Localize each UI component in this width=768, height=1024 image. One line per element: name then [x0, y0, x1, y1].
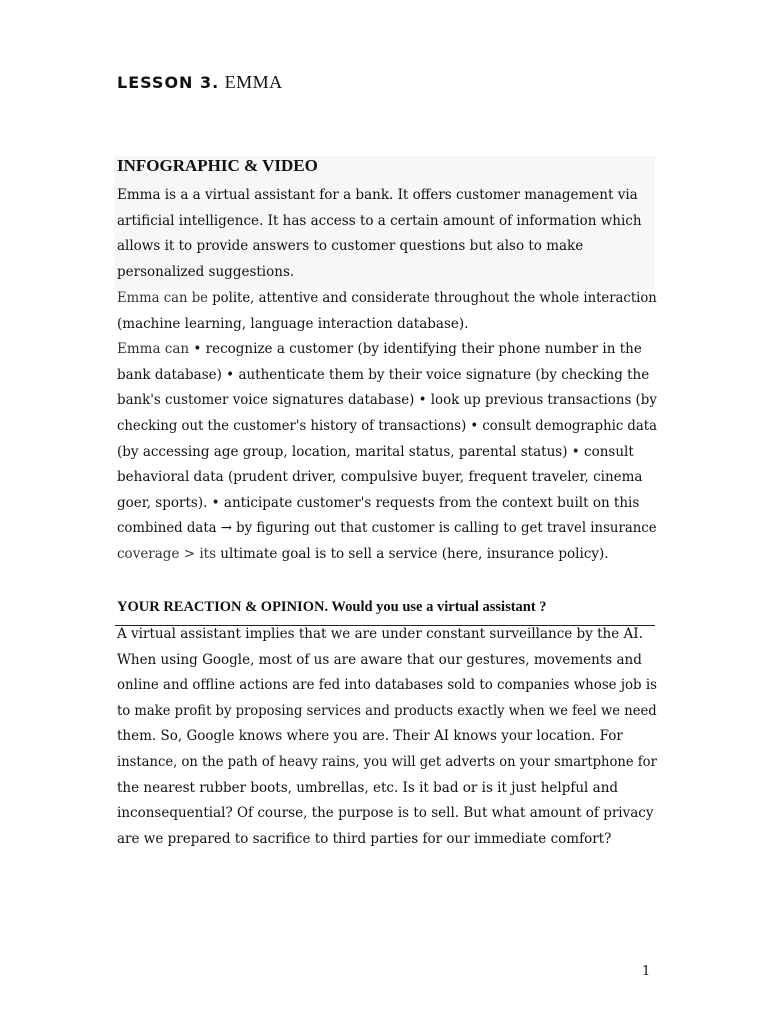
opinion-body [117, 622, 657, 852]
opinion-line: to make profit by proposing services and products exactly when we feel we need [117, 702, 657, 719]
intro-line: allows it to provide answers to customer questions but also to make [117, 238, 584, 255]
opinion-line: inconsequential? Of course, the purpose is to sell. But what amount of privacy [117, 805, 654, 822]
body-line-prefix: Emma can be [117, 290, 209, 306]
opinion-line: are we prepared to sacrifice to third parties for our immediate comfort? [117, 830, 612, 847]
intro-line: artificial intelligence. It has access to a certain amount of information which [117, 212, 642, 229]
body-line [117, 286, 657, 312]
body-line-text: • recognize a customer (by identifying their phone number in the [189, 341, 642, 358]
body-line: (by accessing age group, location, marital status, parental status) • consult [117, 443, 634, 460]
lesson-title [117, 70, 283, 95]
opinion-heading: YOUR REACTION & OPINION. Would you use a virtual assistant ? [117, 599, 547, 615]
infographic-heading: INFOGRAPHIC & VIDEO [117, 156, 318, 175]
lesson-name: EMMA [224, 72, 283, 92]
body-line-text: polite, attentive and considerate throughout the whole interaction [208, 290, 657, 306]
body-line-prefix: coverage > its [117, 545, 217, 562]
intro-line: Emma is a a virtual assistant for a bank. It offers customer management via [117, 187, 638, 203]
infographic-intro [117, 183, 657, 285]
body-line: bank database) • authenticate them by their voice signature (by checking the [117, 366, 650, 383]
body-line-prefix: Emma can [117, 341, 190, 358]
intro-line: personalized suggestions. [117, 263, 295, 280]
body-line [117, 337, 657, 363]
body-line [117, 542, 657, 568]
body-line: combined data → by figuring out that customer is calling to get travel insurance [117, 520, 657, 537]
opinion-line: instance, on the path of heavy rains, you will get adverts on your smartphone for [117, 753, 657, 770]
infographic-body [117, 286, 657, 568]
body-line: bank's customer voice signatures database) • look up previous transactions (by [117, 392, 657, 409]
opinion-line: When using Google, most of us are aware that our gestures, movements and [117, 651, 642, 668]
body-line: behavioral data (prudent driver, compulsive buyer, frequent traveler, cinema [117, 469, 643, 486]
opinion-line: A virtual assistant implies that we are under constant surveillance by the AI. [117, 626, 643, 642]
body-line-text: ultimate goal is to sell a service (here, insurance policy). [216, 545, 609, 562]
opinion-line: online and offline actions are fed into databases sold to companies whose job is [117, 677, 658, 694]
page-number: 1 [642, 964, 651, 979]
lesson-label: LESSON 3. [117, 73, 220, 92]
opinion-line: them. So, Google knows where you are. Their AI knows your location. For [117, 728, 623, 745]
body-line: goer, sports). • anticipate customer's requests from the context built on this [117, 494, 640, 511]
body-line: (machine learning, language interaction database). [117, 315, 469, 332]
body-line: checking out the customer's history of transactions) • consult demographic data [117, 417, 657, 434]
opinion-line: the nearest rubber boots, umbrellas, etc. Is it bad or is it just helpful and [117, 779, 619, 796]
